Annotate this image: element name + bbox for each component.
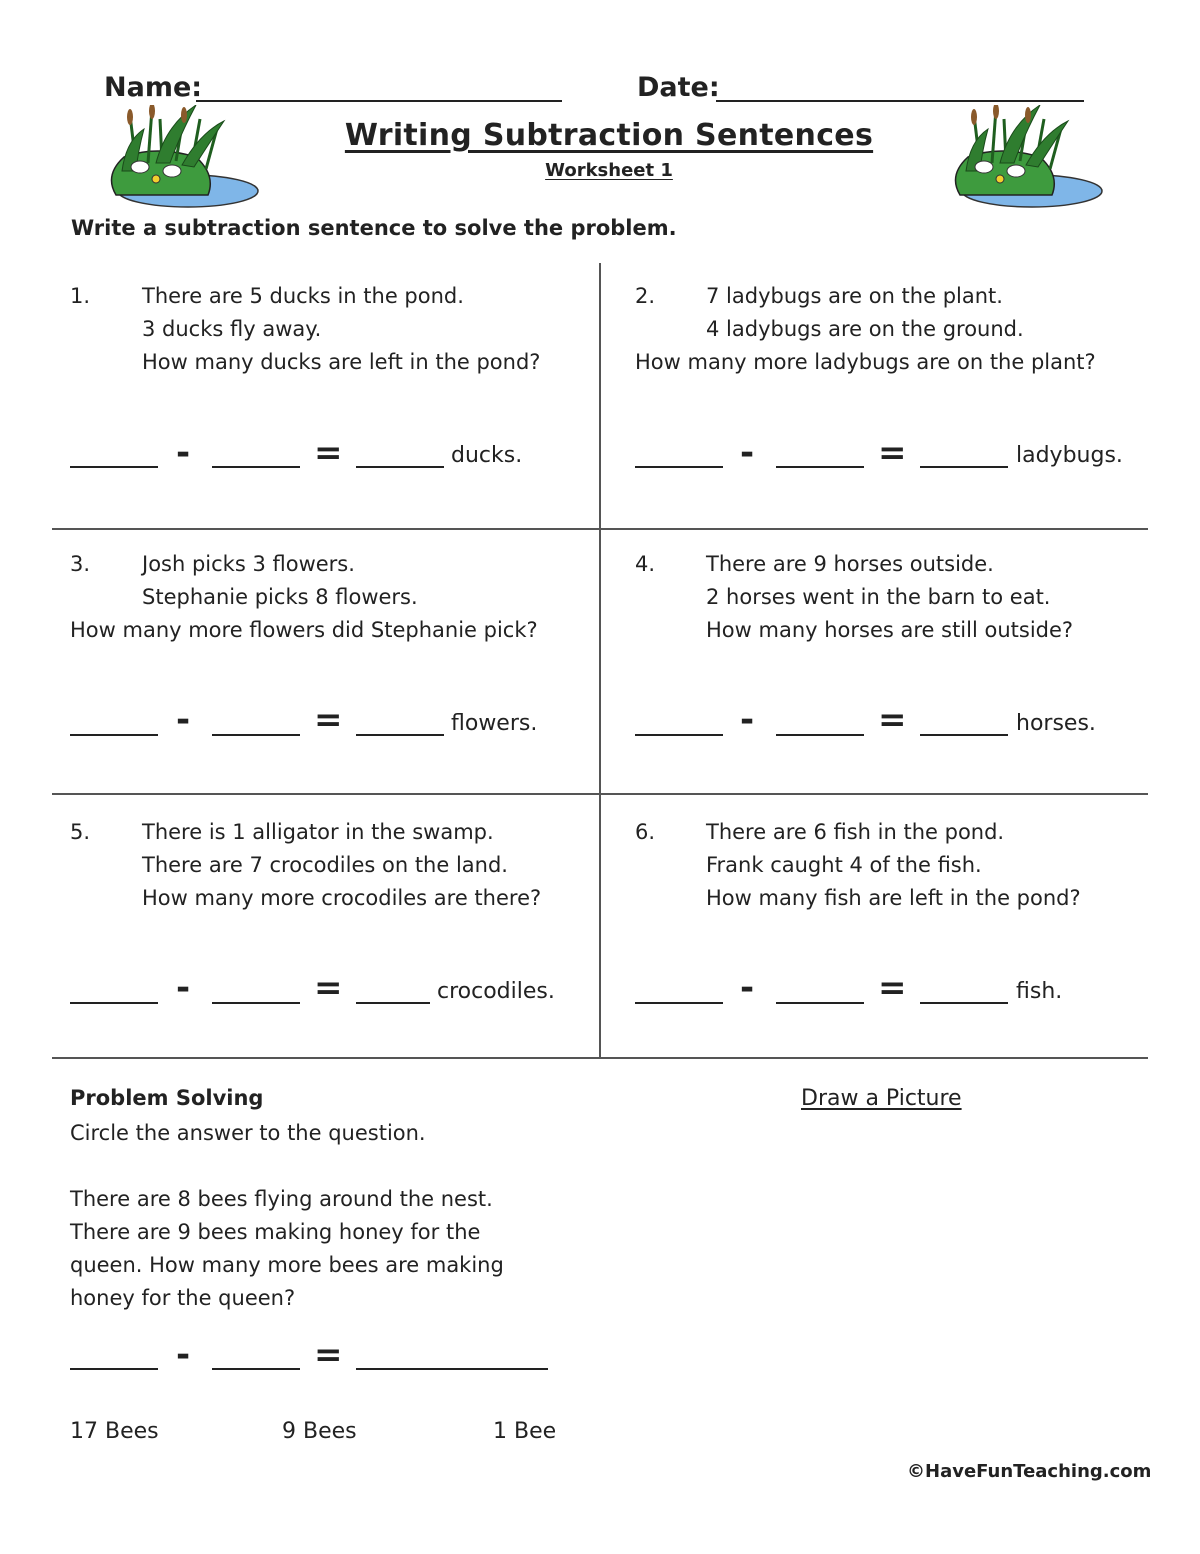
minus-sign: - <box>176 1335 191 1375</box>
problem-line: How many ducks are left in the pond? <box>142 350 541 374</box>
minus-sign: - <box>740 968 755 1008</box>
equals-sign: = <box>878 968 907 1008</box>
problem-line: How many horses are still outside? <box>706 618 1074 642</box>
problem-line: 4 ladybugs are on the ground. <box>706 317 1024 341</box>
problem-number: 5. <box>70 820 91 844</box>
problem-line: There are 5 ducks in the pond. <box>142 284 464 308</box>
answer-blank[interactable] <box>635 1002 723 1004</box>
unit-label: ducks. <box>451 443 523 468</box>
word-problem-line: There are 8 bees flying around the nest. <box>70 1187 493 1211</box>
answer-blank[interactable] <box>776 466 864 468</box>
problem-number: 6. <box>635 820 656 844</box>
answer-blank[interactable] <box>356 466 444 468</box>
minus-sign: - <box>176 700 191 740</box>
word-problem-line: queen. How many more bees are making <box>70 1253 504 1277</box>
word-problem-line: There are 9 bees making honey for the <box>70 1220 481 1244</box>
equals-sign: = <box>314 700 343 740</box>
page-title: Writing Subtraction Sentences <box>344 118 874 153</box>
problem-solving-heading: Problem Solving <box>70 1086 264 1110</box>
equals-sign: = <box>314 1335 343 1375</box>
problem-line: Josh picks 3 flowers. <box>142 552 355 576</box>
answer-choice[interactable]: 9 Bees <box>282 1419 357 1444</box>
problem-line: 2 horses went in the barn to eat. <box>706 585 1051 609</box>
answer-blank[interactable] <box>212 1368 300 1370</box>
problem-line: Stephanie picks 8 flowers. <box>142 585 418 609</box>
answer-blank[interactable] <box>356 734 444 736</box>
problem-line: 7 ladybugs are on the plant. <box>706 284 1003 308</box>
answer-blank[interactable] <box>776 1002 864 1004</box>
answer-blank[interactable] <box>212 734 300 736</box>
answer-blank[interactable] <box>70 466 158 468</box>
problem-line: Frank caught 4 of the fish. <box>706 853 982 877</box>
minus-sign: - <box>176 433 191 473</box>
date-line[interactable] <box>716 100 1084 102</box>
name-label: Name: <box>104 72 203 103</box>
date-label: Date: <box>637 72 720 103</box>
copyright-footer: ©HaveFunTeaching.com <box>907 1461 1152 1482</box>
minus-sign: - <box>740 700 755 740</box>
word-problem-line: honey for the queen? <box>70 1286 296 1310</box>
problem-number: 4. <box>635 552 656 576</box>
equals-sign: = <box>314 433 343 473</box>
page-subtitle: Worksheet 1 <box>545 160 673 181</box>
answer-blank[interactable] <box>70 1002 158 1004</box>
minus-sign: - <box>176 968 191 1008</box>
answer-choice[interactable]: 1 Bee <box>493 1419 557 1444</box>
unit-label: fish. <box>1016 979 1063 1004</box>
answer-blank[interactable] <box>70 1368 158 1370</box>
name-line[interactable] <box>196 100 562 102</box>
unit-label: horses. <box>1016 711 1096 736</box>
grid-divider-2 <box>52 793 1148 795</box>
problem-solving-instruction: Circle the answer to the question. <box>70 1121 426 1145</box>
problem-line: How many fish are left in the pond? <box>706 886 1081 910</box>
problem-number: 2. <box>635 284 656 308</box>
problem-number: 1. <box>70 284 91 308</box>
unit-label: crocodiles. <box>437 979 555 1004</box>
equals-sign: = <box>314 968 343 1008</box>
problem-line: How many more crocodiles are there? <box>142 886 542 910</box>
problem-line: There are 6 fish in the pond. <box>706 820 1005 844</box>
answer-blank[interactable] <box>920 1002 1008 1004</box>
answer-blank[interactable] <box>635 466 723 468</box>
answer-blank[interactable] <box>356 1368 548 1370</box>
answer-blank[interactable] <box>776 734 864 736</box>
answer-blank[interactable] <box>920 466 1008 468</box>
answer-blank[interactable] <box>356 1002 430 1004</box>
problem-number: 3. <box>70 552 91 576</box>
minus-sign: - <box>740 433 755 473</box>
answer-choice[interactable]: 17 Bees <box>70 1419 159 1444</box>
answer-blank[interactable] <box>635 734 723 736</box>
problem-line: There are 9 horses outside. <box>706 552 994 576</box>
equals-sign: = <box>878 700 907 740</box>
problem-line: 3 ducks fly away. <box>142 317 322 341</box>
grid-divider-1 <box>52 528 1148 530</box>
answer-blank[interactable] <box>70 734 158 736</box>
grid-vertical-divider <box>599 263 601 1058</box>
unit-label: flowers. <box>451 711 538 736</box>
problem-line: How many more ladybugs are on the plant? <box>635 350 1096 374</box>
problem-line: There are 7 crocodiles on the land. <box>142 853 508 877</box>
answer-blank[interactable] <box>212 466 300 468</box>
grid-divider-3 <box>52 1057 1148 1059</box>
draw-picture-heading: Draw a Picture <box>801 1086 962 1111</box>
answer-blank[interactable] <box>212 1002 300 1004</box>
problem-line: There is 1 alligator in the swamp. <box>142 820 494 844</box>
problem-line: How many more flowers did Stephanie pick? <box>70 618 538 642</box>
answer-blank[interactable] <box>920 734 1008 736</box>
instruction: Write a subtraction sentence to solve the problem. <box>71 216 677 240</box>
unit-label: ladybugs. <box>1016 443 1123 468</box>
equals-sign: = <box>878 433 907 473</box>
